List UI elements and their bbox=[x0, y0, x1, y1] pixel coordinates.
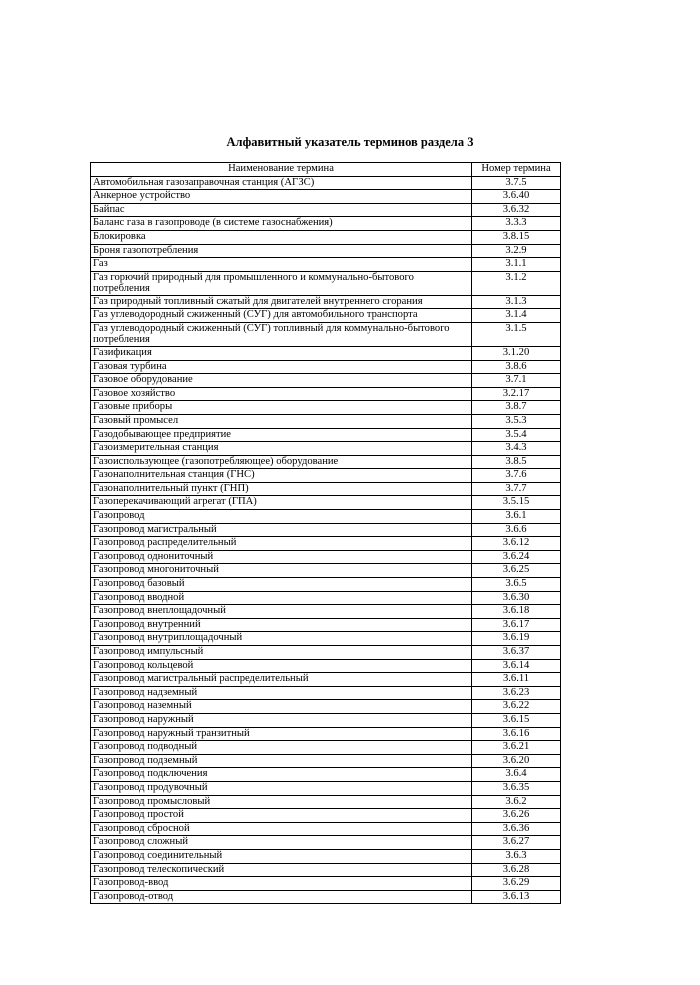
term-number-cell: 3.6.22 bbox=[472, 700, 561, 714]
term-number-cell: 3.8.6 bbox=[472, 360, 561, 374]
term-name-cell: Анкерное устройство bbox=[91, 190, 472, 204]
table-row bbox=[91, 203, 561, 217]
term-number-cell: 3.6.1 bbox=[472, 510, 561, 524]
table-row bbox=[91, 442, 561, 456]
table-header-row bbox=[91, 163, 561, 177]
term-name-cell: Газопровод однониточный bbox=[91, 550, 472, 564]
term-number-cell: 3.2.17 bbox=[472, 387, 561, 401]
term-name-cell: Газопровод импульсный bbox=[91, 646, 472, 660]
term-name-cell: Газопровод телескопический bbox=[91, 863, 472, 877]
term-name-cell: Газоиспользующее (газопотребляющее) оборудование bbox=[91, 455, 472, 469]
term-name-cell: Газоперекачивающий агрегат (ГПА) bbox=[91, 496, 472, 510]
term-name-cell: Газопровод надземный bbox=[91, 686, 472, 700]
term-number-cell: 3.6.11 bbox=[472, 673, 561, 687]
term-name-cell: Газоизмерительная станция bbox=[91, 442, 472, 456]
term-number-cell: 3.6.24 bbox=[472, 550, 561, 564]
term-name-cell: Газовый промысел bbox=[91, 414, 472, 428]
term-name-cell: Газопровод подземный bbox=[91, 754, 472, 768]
term-name-cell: Газопровод вводной bbox=[91, 591, 472, 605]
term-number-cell: 3.3.3 bbox=[472, 217, 561, 231]
table-row bbox=[91, 836, 561, 850]
table-row bbox=[91, 700, 561, 714]
term-number-cell: 3.6.18 bbox=[472, 605, 561, 619]
term-number-cell: 3.6.37 bbox=[472, 646, 561, 660]
table-row bbox=[91, 795, 561, 809]
term-number-cell: 3.6.3 bbox=[472, 849, 561, 863]
term-number-cell: 3.6.13 bbox=[472, 890, 561, 904]
term-number-cell: 3.1.2 bbox=[472, 271, 561, 295]
table-row bbox=[91, 822, 561, 836]
table-row bbox=[91, 686, 561, 700]
term-name-cell: Газопровод наземный bbox=[91, 700, 472, 714]
table-row bbox=[91, 258, 561, 272]
term-name-cell: Газопровод сбросной bbox=[91, 822, 472, 836]
term-number-cell: 3.6.12 bbox=[472, 537, 561, 551]
term-number-cell: 3.6.30 bbox=[472, 591, 561, 605]
term-number-cell: 3.6.4 bbox=[472, 768, 561, 782]
table-row bbox=[91, 673, 561, 687]
table-row bbox=[91, 523, 561, 537]
table-row bbox=[91, 469, 561, 483]
term-name-cell: Газопровод внеплощадочный bbox=[91, 605, 472, 619]
term-number-cell: 3.8.15 bbox=[472, 230, 561, 244]
term-number-cell: 3.6.5 bbox=[472, 578, 561, 592]
table-row bbox=[91, 809, 561, 823]
term-number-cell: 3.6.35 bbox=[472, 781, 561, 795]
table-row bbox=[91, 632, 561, 646]
table-row bbox=[91, 849, 561, 863]
table-row bbox=[91, 322, 561, 346]
term-number-cell: 3.6.32 bbox=[472, 203, 561, 217]
table-row bbox=[91, 754, 561, 768]
table-row bbox=[91, 309, 561, 323]
table-row bbox=[91, 646, 561, 660]
table-row bbox=[91, 217, 561, 231]
table-row bbox=[91, 605, 561, 619]
term-name-cell: Байпас bbox=[91, 203, 472, 217]
table-row bbox=[91, 768, 561, 782]
term-name-cell: Газопровод многониточный bbox=[91, 564, 472, 578]
table-row bbox=[91, 890, 561, 904]
term-number-cell: 3.6.27 bbox=[472, 836, 561, 850]
term-name-cell: Газ bbox=[91, 258, 472, 272]
table-row bbox=[91, 618, 561, 632]
term-number-cell: 3.6.6 bbox=[472, 523, 561, 537]
term-name-cell: Газовое хозяйство bbox=[91, 387, 472, 401]
term-number-cell: 3.6.40 bbox=[472, 190, 561, 204]
term-number-cell: 3.5.4 bbox=[472, 428, 561, 442]
term-name-cell: Газопровод магистральный распределительный bbox=[91, 673, 472, 687]
term-name-cell: Газ природный топливный сжатый для двигателей внутреннего сгорания bbox=[91, 295, 472, 309]
term-number-cell: 3.1.20 bbox=[472, 346, 561, 360]
term-name-cell: Газопровод наружный bbox=[91, 713, 472, 727]
term-name-cell: Газопровод подключения bbox=[91, 768, 472, 782]
term-name-cell: Газопровод подводный bbox=[91, 741, 472, 755]
table-row bbox=[91, 360, 561, 374]
term-number-cell: 3.7.5 bbox=[472, 176, 561, 190]
term-name-cell: Газодобывающее предприятие bbox=[91, 428, 472, 442]
table-row bbox=[91, 713, 561, 727]
table-row bbox=[91, 295, 561, 309]
table-row bbox=[91, 271, 561, 295]
table-row bbox=[91, 741, 561, 755]
term-number-cell: 3.1.4 bbox=[472, 309, 561, 323]
term-name-cell: Газопровод распределительный bbox=[91, 537, 472, 551]
table-row bbox=[91, 176, 561, 190]
term-name-cell: Баланс газа в газопроводе (в системе газоснабжения) bbox=[91, 217, 472, 231]
term-name-cell: Газопровод промысловый bbox=[91, 795, 472, 809]
term-number-cell: 3.1.1 bbox=[472, 258, 561, 272]
table-row bbox=[91, 578, 561, 592]
term-name-cell: Газопровод базовый bbox=[91, 578, 472, 592]
term-number-cell: 3.6.15 bbox=[472, 713, 561, 727]
table-row bbox=[91, 230, 561, 244]
term-name-cell: Газовые приборы bbox=[91, 401, 472, 415]
term-name-cell: Газонаполнительная станция (ГНС) bbox=[91, 469, 472, 483]
term-name-cell: Газопровод магистральный bbox=[91, 523, 472, 537]
term-name-cell: Автомобильная газозаправочная станция (АГЗС) bbox=[91, 176, 472, 190]
term-number-cell: 3.5.3 bbox=[472, 414, 561, 428]
term-number-cell: 3.6.14 bbox=[472, 659, 561, 673]
term-name-cell: Газовая турбина bbox=[91, 360, 472, 374]
term-name-cell: Газификация bbox=[91, 346, 472, 360]
term-number-cell: 3.1.3 bbox=[472, 295, 561, 309]
table-row bbox=[91, 510, 561, 524]
table-row bbox=[91, 659, 561, 673]
table-row bbox=[91, 781, 561, 795]
term-name-cell: Газовое оборудование bbox=[91, 374, 472, 388]
term-number-cell: 3.7.7 bbox=[472, 482, 561, 496]
term-name-cell: Газопровод-ввод bbox=[91, 877, 472, 891]
table-row bbox=[91, 414, 561, 428]
table-row bbox=[91, 496, 561, 510]
table-row bbox=[91, 428, 561, 442]
table-row bbox=[91, 564, 561, 578]
table-row bbox=[91, 591, 561, 605]
term-name-cell: Газ углеводородный сжиженный (СУГ) топливный для коммунально-бытового потребления bbox=[91, 322, 472, 346]
term-name-cell: Газопровод внутриплощадочный bbox=[91, 632, 472, 646]
page-title: Алфавитный указатель терминов раздела 3 bbox=[226, 135, 474, 149]
term-number-cell: 3.2.9 bbox=[472, 244, 561, 258]
column-header-term-name: Наименование термина bbox=[91, 163, 472, 177]
term-number-cell: 3.8.5 bbox=[472, 455, 561, 469]
term-number-cell: 3.6.28 bbox=[472, 863, 561, 877]
table-row bbox=[91, 244, 561, 258]
term-number-cell: 3.6.36 bbox=[472, 822, 561, 836]
term-number-cell: 3.1.5 bbox=[472, 322, 561, 346]
term-number-cell: 3.6.23 bbox=[472, 686, 561, 700]
table-row bbox=[91, 877, 561, 891]
term-name-cell: Газопровод сложный bbox=[91, 836, 472, 850]
term-name-cell: Газопровод-отвод bbox=[91, 890, 472, 904]
term-name-cell: Броня газопотребления bbox=[91, 244, 472, 258]
table-row bbox=[91, 401, 561, 415]
term-name-cell: Газопровод продувочный bbox=[91, 781, 472, 795]
term-number-cell: 3.6.19 bbox=[472, 632, 561, 646]
term-name-cell: Газопровод простой bbox=[91, 809, 472, 823]
column-header-term-number: Номер термина bbox=[472, 163, 561, 177]
term-number-cell: 3.6.20 bbox=[472, 754, 561, 768]
table-body bbox=[91, 176, 561, 904]
term-name-cell: Блокировка bbox=[91, 230, 472, 244]
term-number-cell: 3.6.16 bbox=[472, 727, 561, 741]
term-name-cell: Газ горючий природный для промышленного и коммунально-бытового потребления bbox=[91, 271, 472, 295]
table-row bbox=[91, 346, 561, 360]
table-row bbox=[91, 537, 561, 551]
term-name-cell: Газопровод наружный транзитный bbox=[91, 727, 472, 741]
table-row bbox=[91, 455, 561, 469]
table-row bbox=[91, 863, 561, 877]
term-number-cell: 3.7.6 bbox=[472, 469, 561, 483]
term-name-cell: Газопровод соединительный bbox=[91, 849, 472, 863]
term-name-cell: Газонаполнительный пункт (ГНП) bbox=[91, 482, 472, 496]
term-number-cell: 3.8.7 bbox=[472, 401, 561, 415]
term-number-cell: 3.6.25 bbox=[472, 564, 561, 578]
term-number-cell: 3.4.3 bbox=[472, 442, 561, 456]
table-row bbox=[91, 482, 561, 496]
term-number-cell: 3.7.1 bbox=[472, 374, 561, 388]
terms-index-table bbox=[90, 162, 561, 904]
table-row bbox=[91, 550, 561, 564]
term-name-cell: Газопровод внутренний bbox=[91, 618, 472, 632]
table-row bbox=[91, 190, 561, 204]
term-number-cell: 3.5.15 bbox=[472, 496, 561, 510]
term-number-cell: 3.6.29 bbox=[472, 877, 561, 891]
term-number-cell: 3.6.21 bbox=[472, 741, 561, 755]
term-number-cell: 3.6.2 bbox=[472, 795, 561, 809]
term-number-cell: 3.6.26 bbox=[472, 809, 561, 823]
table-row bbox=[91, 374, 561, 388]
table-row bbox=[91, 727, 561, 741]
term-number-cell: 3.6.17 bbox=[472, 618, 561, 632]
term-name-cell: Газопровод кольцевой bbox=[91, 659, 472, 673]
term-name-cell: Газ углеводородный сжиженный (СУГ) для автомобильного транспорта bbox=[91, 309, 472, 323]
table-row bbox=[91, 387, 561, 401]
term-name-cell: Газопровод bbox=[91, 510, 472, 524]
